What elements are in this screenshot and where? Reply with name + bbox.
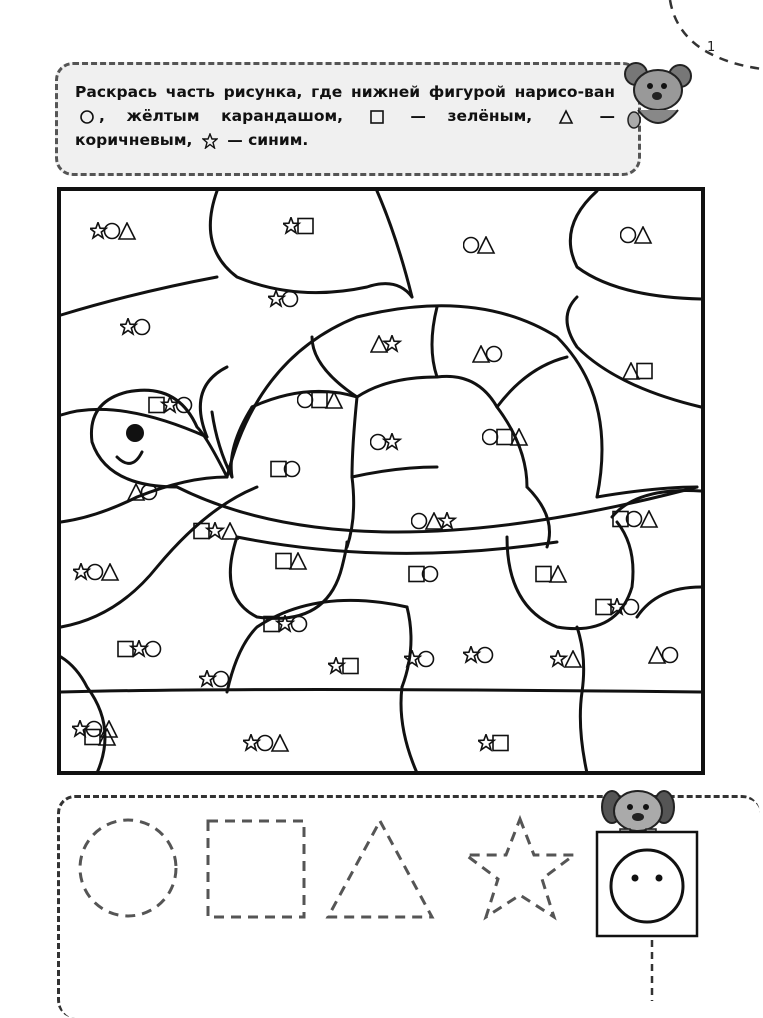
triangle-symbol-icon xyxy=(290,553,306,569)
symbol-cluster xyxy=(535,565,569,584)
symbol-cluster xyxy=(550,650,584,669)
square-symbol-icon xyxy=(497,430,512,445)
star-symbol-icon xyxy=(199,671,215,686)
symbol-cluster xyxy=(263,615,311,634)
trace-star-icon xyxy=(466,819,574,917)
triangle-symbol-icon xyxy=(272,735,288,751)
symbol-cluster xyxy=(404,650,438,669)
triangle-symbol-icon xyxy=(102,564,118,580)
square-symbol-icon xyxy=(298,219,313,234)
star-symbol-icon xyxy=(463,647,479,662)
square-symbol-icon xyxy=(637,364,652,379)
symbol-cluster xyxy=(243,734,291,753)
square-symbol-icon xyxy=(149,398,164,413)
instruction-part: коричневым, xyxy=(75,131,193,149)
star-symbol-icon xyxy=(439,513,455,528)
circle-icon xyxy=(79,109,95,125)
symbol-cluster xyxy=(127,483,161,502)
triangle-symbol-icon xyxy=(426,513,442,529)
instruction-text xyxy=(75,80,615,152)
circle-symbol-icon xyxy=(292,617,307,632)
mouse-mascot-icon xyxy=(622,58,694,138)
instruction-part: Раскрась часть рисунка, где нижней фигурой нарисо-ван xyxy=(75,83,615,101)
symbol-cluster xyxy=(408,565,442,584)
circle-symbol-icon xyxy=(487,347,502,362)
triangle-symbol-icon xyxy=(222,523,238,539)
star-symbol-icon xyxy=(384,434,400,449)
instruction-part: — зелёным, xyxy=(410,107,533,125)
square-symbol-icon xyxy=(536,567,551,582)
symbol-cluster xyxy=(463,646,497,665)
symbol-cluster xyxy=(463,236,497,255)
symbol-cluster xyxy=(411,512,459,531)
symbol-cluster xyxy=(620,226,654,245)
example-frame xyxy=(595,830,700,940)
instruction-part: — синим. xyxy=(227,131,309,149)
triangle-symbol-icon xyxy=(119,223,135,239)
circle-symbol-icon xyxy=(258,736,273,751)
symbol-cluster xyxy=(478,734,512,753)
symbol-cluster xyxy=(90,222,138,241)
symbol-cluster xyxy=(595,598,643,617)
symbol-cluster xyxy=(648,646,682,665)
circle-symbol-icon xyxy=(214,672,229,687)
star-symbol-icon xyxy=(478,735,494,750)
symbol-cluster xyxy=(622,362,656,381)
symbol-cluster xyxy=(193,522,241,541)
circle-symbol-icon xyxy=(621,228,636,243)
symbol-cluster xyxy=(472,345,506,364)
symbol-cluster xyxy=(328,657,362,676)
square-symbol-icon xyxy=(493,736,508,751)
star-symbol-icon xyxy=(404,651,420,666)
symbol-cluster xyxy=(370,335,404,354)
square-symbol-icon xyxy=(85,730,100,745)
circle-symbol-icon xyxy=(483,430,498,445)
symbol-cluster xyxy=(120,318,154,337)
star-symbol-icon xyxy=(268,291,284,306)
symbol-cluster xyxy=(275,552,309,571)
symbol-cluster xyxy=(148,396,196,415)
triangle-symbol-icon xyxy=(641,511,657,527)
circle-symbol-icon xyxy=(142,485,157,500)
star-symbol-icon xyxy=(328,658,344,673)
trace-circle-icon xyxy=(80,820,176,916)
triangle-icon xyxy=(558,109,574,125)
page-number: 1 xyxy=(707,40,716,55)
triangle-symbol-icon xyxy=(326,392,342,408)
circle-symbol-icon xyxy=(135,320,150,335)
square-symbol-icon xyxy=(312,393,327,408)
trace-square-icon xyxy=(208,821,304,917)
symbol-cluster xyxy=(117,640,165,659)
symbol-cluster xyxy=(84,728,118,747)
triangle-symbol-icon xyxy=(511,429,527,445)
tracing-shapes xyxy=(70,815,600,925)
square-symbol-icon xyxy=(118,642,133,657)
square-symbol-icon xyxy=(194,524,209,539)
symbol-cluster xyxy=(283,217,317,236)
square-symbol-icon xyxy=(596,600,611,615)
circle-symbol-icon xyxy=(105,224,120,239)
star-icon xyxy=(202,133,218,149)
star-symbol-icon xyxy=(120,319,136,334)
circle-symbol-icon xyxy=(298,393,313,408)
symbol-cluster xyxy=(199,670,233,689)
star-symbol-icon xyxy=(73,564,89,579)
circle-symbol-icon xyxy=(88,565,103,580)
symbol-cluster xyxy=(270,460,304,479)
triangle-symbol-icon xyxy=(371,336,387,352)
circle-symbol-icon xyxy=(419,652,434,667)
tracing-dashed-line xyxy=(640,940,660,1001)
triangle-symbol-icon xyxy=(478,237,494,253)
square-symbol-icon xyxy=(343,659,358,674)
symbol-cluster xyxy=(268,290,302,309)
symbol-cluster xyxy=(297,391,345,410)
circle-symbol-icon xyxy=(464,238,479,253)
triangle-symbol-icon xyxy=(99,729,115,745)
circle-symbol-icon xyxy=(146,642,161,657)
coloring-picture xyxy=(57,187,705,777)
star-symbol-icon xyxy=(550,651,566,666)
circle-symbol-icon xyxy=(624,600,639,615)
trace-triangle-icon xyxy=(328,821,432,917)
triangle-symbol-icon xyxy=(550,566,566,582)
star-symbol-icon xyxy=(283,218,299,233)
star-symbol-icon xyxy=(243,735,259,750)
symbol-cluster xyxy=(482,428,530,447)
triangle-symbol-icon xyxy=(565,651,581,667)
symbol-cluster xyxy=(370,433,404,452)
triangle-symbol-icon xyxy=(635,227,651,243)
instruction-part: — xyxy=(599,107,615,125)
star-symbol-icon xyxy=(384,336,400,351)
square-symbol-icon xyxy=(276,554,291,569)
circle-symbol-icon xyxy=(478,648,493,663)
square-icon xyxy=(369,109,385,125)
circle-symbol-icon xyxy=(177,398,192,413)
circle-symbol-icon xyxy=(412,514,427,529)
circle-symbol-icon xyxy=(663,648,678,663)
instruction-part: , жёлтым карандашом, xyxy=(99,107,344,125)
square-symbol-icon xyxy=(264,617,279,632)
circle-symbol-icon xyxy=(371,435,386,450)
star-symbol-icon xyxy=(90,223,106,238)
circle-symbol-icon xyxy=(283,292,298,307)
symbol-cluster xyxy=(73,563,121,582)
symbol-cluster xyxy=(612,510,660,529)
